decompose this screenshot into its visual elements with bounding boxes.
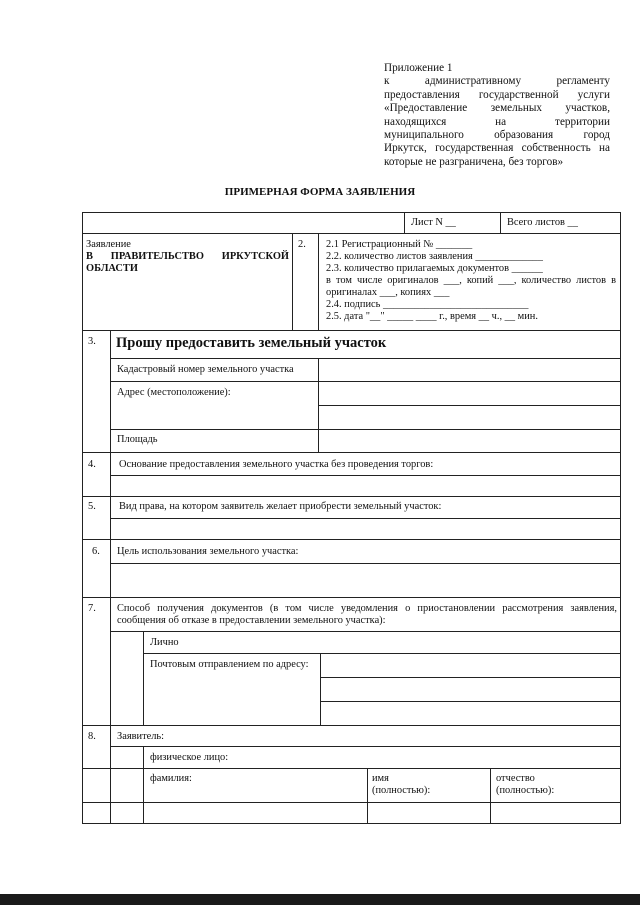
purpose-label: Цель использования земельного участка: <box>117 546 299 557</box>
appendix-line: муниципального образования город <box>384 129 610 142</box>
total-sheets: Всего листов __ <box>507 217 578 228</box>
in-person-option: Лично <box>150 637 179 648</box>
divider <box>292 233 293 331</box>
attached-docs-field: 2.3. количество прилагаемых документов ______ <box>326 263 543 274</box>
divider <box>110 518 621 519</box>
page-title: ПРИМЕРНАЯ ФОРМА ЗАЯВЛЕНИЯ <box>224 186 416 198</box>
signature-field: 2.4. подпись ____________________________ <box>326 299 529 310</box>
applicant-label: Заявитель: <box>117 731 165 742</box>
delivery-method-label: Способ получения документов (в том числе уведомления о приостановлении рассмотрения заявления, <box>117 603 617 614</box>
statement-label: Заявление <box>86 239 131 250</box>
divider <box>143 631 144 725</box>
area-label: Площадь <box>117 434 158 445</box>
appendix-line: находящихся на территории <box>384 115 610 128</box>
divider <box>110 631 621 632</box>
right-type-label: Вид права, на котором заявитель желает приобрести земельный участок: <box>119 501 442 512</box>
registration-field: 2.1 Регистрационный № _______ <box>326 239 473 250</box>
divider <box>143 746 144 824</box>
originals-field: в том числе оригиналов ___, копий ___, количество листов в <box>326 275 616 286</box>
sheet-number: Лист N __ <box>411 217 456 228</box>
first-name-field-note: (полностью): <box>372 785 431 796</box>
divider <box>82 597 621 598</box>
copies-field: оригиналах ___, копиях ___ <box>326 287 450 298</box>
sheets-count-field: 2.2. количество листов заявления _____________ <box>326 251 543 262</box>
divider <box>320 701 621 702</box>
divider <box>82 496 621 497</box>
divider <box>82 539 621 540</box>
divider <box>82 212 621 213</box>
appendix-line: Приложение 1 <box>384 62 453 74</box>
individual-label: физическое лицо: <box>150 752 229 763</box>
divider <box>143 653 621 654</box>
form-border-left <box>82 212 83 823</box>
divider <box>82 452 621 453</box>
first-name-field: имя <box>372 773 389 784</box>
section-number: 3. <box>88 336 96 347</box>
divider <box>110 746 621 747</box>
delivery-method-label-line2: сообщения об отказе в предоставлении земельного участка): <box>117 615 386 626</box>
divider <box>82 233 621 234</box>
patronymic-field-note: (полностью): <box>496 785 555 796</box>
divider <box>320 653 321 725</box>
grounds-label: Основание предоставления земельного участка без проведения торгов: <box>119 459 434 470</box>
divider <box>82 823 621 824</box>
date-time-field: 2.5. дата "__" _____ ____ г., время __ ч., __ мин. <box>326 311 538 322</box>
divider <box>500 212 501 234</box>
divider <box>82 330 621 331</box>
surname-field: фамилия: <box>150 773 192 784</box>
divider <box>318 405 621 406</box>
divider <box>367 768 368 824</box>
scan-edge <box>0 894 640 905</box>
section-number: 6. <box>92 546 100 557</box>
divider <box>404 212 405 234</box>
by-mail-option: Почтовым отправлением по адресу: <box>150 659 309 670</box>
divider <box>82 768 621 769</box>
divider <box>110 475 621 476</box>
divider <box>318 233 319 331</box>
divider <box>110 381 621 382</box>
appendix-line: «Предоставление земельных участков, <box>384 102 610 115</box>
divider <box>110 563 621 564</box>
divider <box>110 358 621 359</box>
section-number: 2. <box>298 239 306 250</box>
section-number: 7. <box>88 603 96 614</box>
divider <box>110 429 621 430</box>
address-label: Адрес (местоположение): <box>117 387 231 398</box>
appendix-line: предоставления государственной услуги <box>384 88 610 101</box>
divider <box>82 725 621 726</box>
appendix-header <box>384 62 610 169</box>
recipient: В ПРАВИТЕЛЬСТВО ИРКУТСКОЙ <box>86 251 289 262</box>
section-number: 4. <box>88 459 96 470</box>
cadastral-label: Кадастровый номер земельного участка <box>117 364 294 375</box>
divider <box>82 802 621 803</box>
appendix-line: которые не разграничена, без торгов» <box>384 155 564 168</box>
patronymic-field: отчество <box>496 773 535 784</box>
section-heading: Прошу предоставить земельный участок <box>116 335 387 351</box>
section-number: 8. <box>88 731 96 742</box>
divider <box>320 677 621 678</box>
recipient-line2: ОБЛАСТИ <box>86 263 138 274</box>
number-column-divider <box>110 330 111 824</box>
divider <box>490 768 491 824</box>
section-number: 5. <box>88 501 96 512</box>
appendix-line: к административному регламенту <box>384 75 610 88</box>
appendix-line: Иркутск, государственная собственность на <box>384 142 610 155</box>
